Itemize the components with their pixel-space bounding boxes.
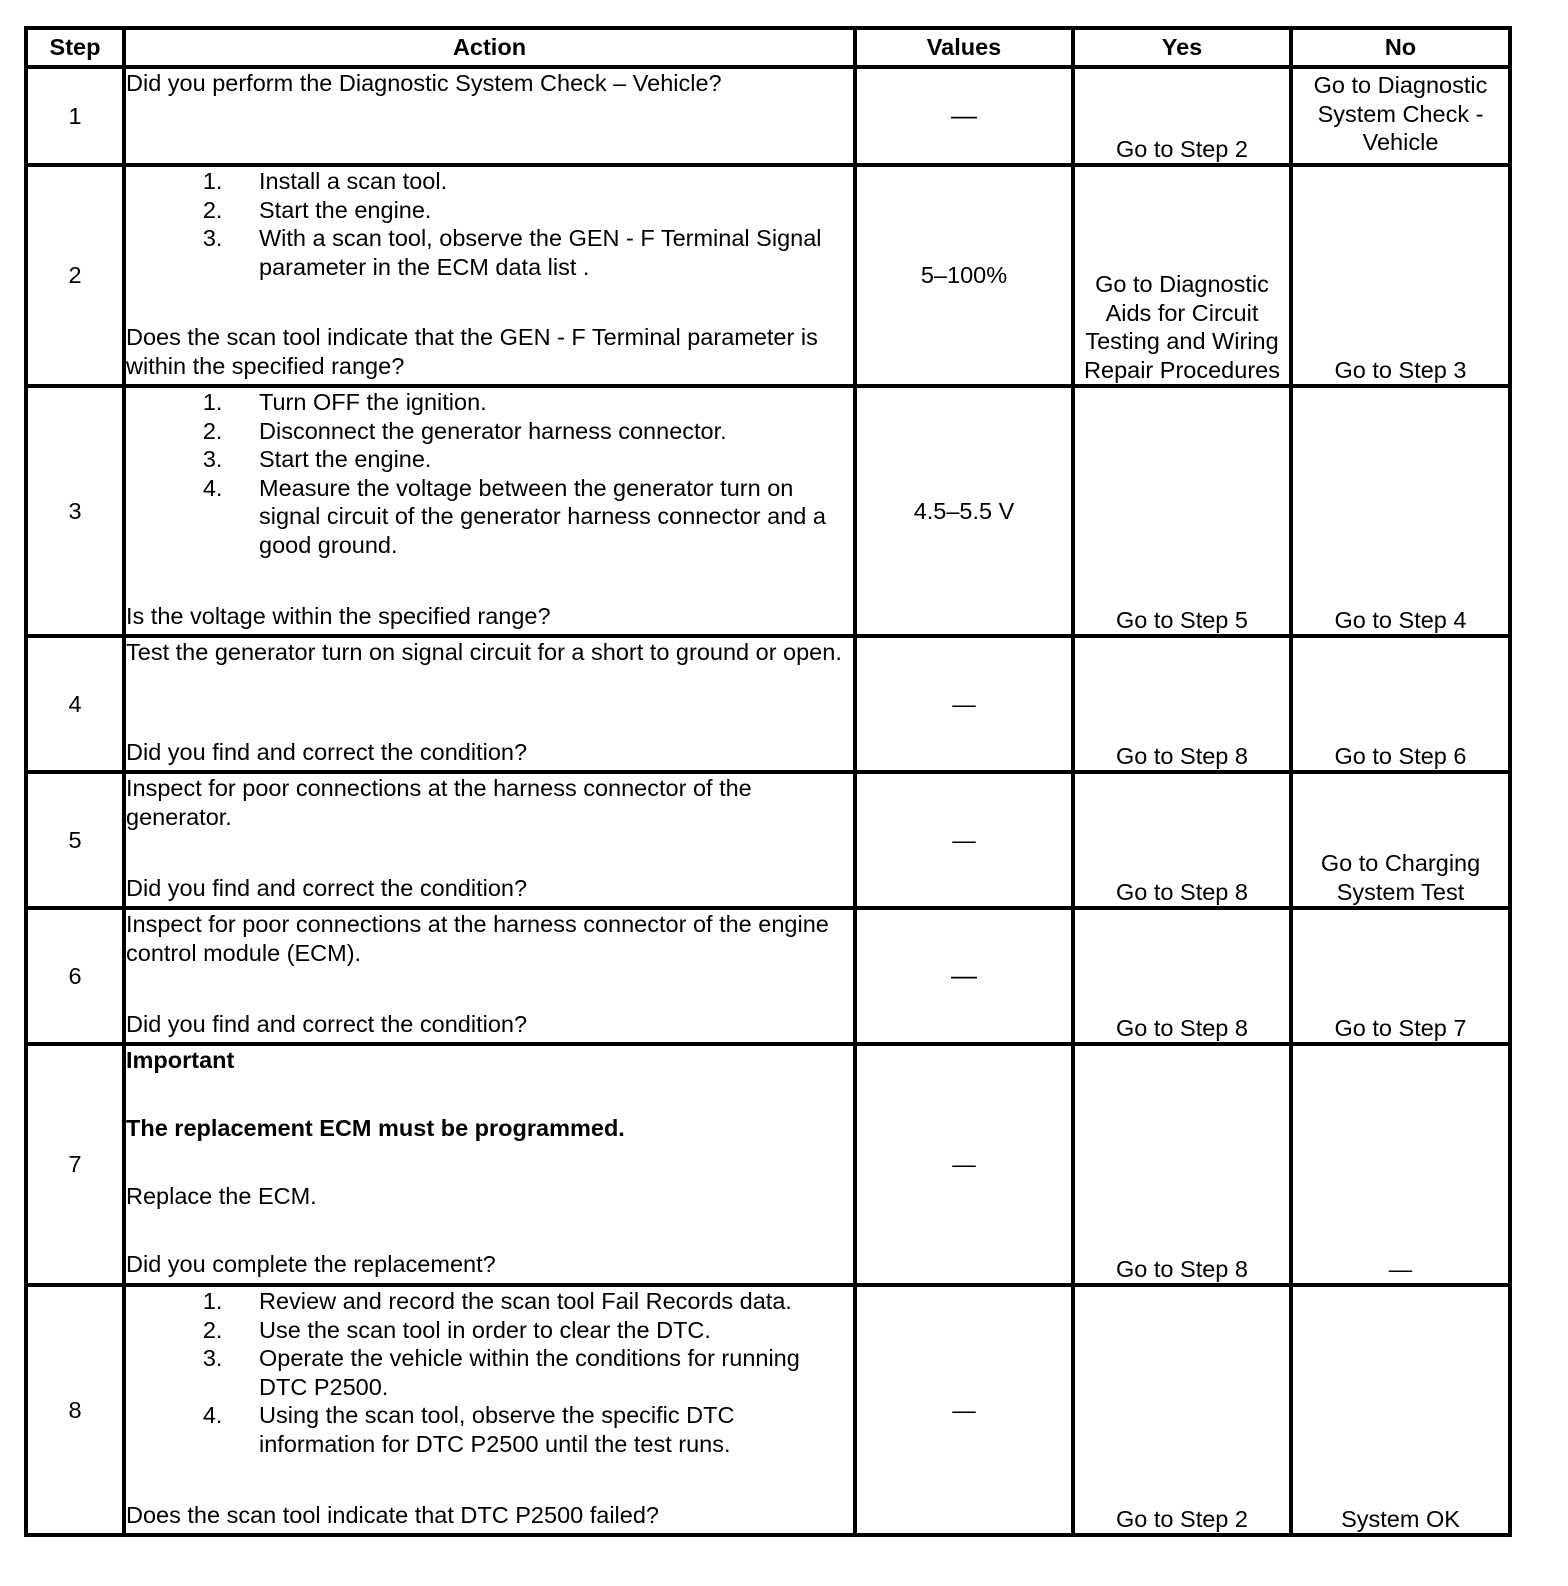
values-cell (855, 1044, 1073, 1285)
table-row-step-1 (26, 67, 1510, 165)
step-number: 5 (26, 772, 124, 908)
table-row-step-7 (26, 1044, 1510, 1285)
no-cell: Go to Step 6 (1291, 636, 1510, 772)
values-cell (855, 67, 1073, 165)
yes-cell: Go to Step 8 (1073, 772, 1291, 908)
yes-cell: Go to Step 2 (1073, 1285, 1291, 1535)
action-step-item: 1. Install a scan tool. (229, 167, 853, 196)
values-text: — (952, 1396, 976, 1423)
table-row-step-8 (26, 1285, 1510, 1535)
action-step-item: 3. Operate the vehicle within the conditions for running DTC P2500. (229, 1344, 853, 1401)
no-cell: Go to Step 4 (1291, 386, 1510, 636)
action-question: Did you find and correct the condition? (126, 874, 528, 901)
step-number: 3 (26, 386, 124, 636)
table-row-step-2 (26, 165, 1510, 386)
action-step-item: 3. With a scan tool, observe the GEN - F Terminal Signal parameter in the ECM data list . (229, 224, 853, 281)
important-text: The replacement ECM must be programmed. (126, 1115, 625, 1142)
action-steps-list (126, 1287, 853, 1458)
header-no: No (1291, 28, 1510, 67)
values-text: — (951, 960, 977, 991)
important-heading: Important (126, 1047, 235, 1073)
action-cell (124, 1044, 855, 1285)
step-number: 8 (26, 1285, 124, 1535)
header-yes: Yes (1073, 28, 1291, 67)
yes-cell: Go to Step 8 (1073, 636, 1291, 772)
action-step-item: 1. Turn OFF the ignition. (229, 388, 853, 417)
yes-cell: Go to Step 5 (1073, 386, 1291, 636)
values-cell (855, 908, 1073, 1044)
values-cell: 5–100% (855, 165, 1073, 386)
no-cell: Go to Step 7 (1291, 908, 1510, 1044)
action-step-item: 2. Start the engine. (229, 196, 853, 225)
step-number: 6 (26, 908, 124, 1044)
step-number: 7 (26, 1044, 124, 1285)
values-text: — (952, 826, 976, 853)
action-cell (124, 908, 855, 1044)
action-step-item: 4. Using the scan tool, observe the specific DTC information for DTC P2500 until the test runs. (229, 1401, 853, 1458)
yes-cell: Go to Diagnostic Aids for Circuit Testing and Wiring Repair Procedures (1073, 165, 1291, 386)
values-text: — (952, 690, 976, 717)
action-step-item: 3. Start the engine. (229, 445, 853, 474)
no-cell: System OK (1291, 1285, 1510, 1535)
header-row (26, 28, 1510, 67)
values-cell (855, 636, 1073, 772)
action-step-item: 1. Review and record the scan tool Fail Records data. (229, 1287, 853, 1316)
step-number: 1 (26, 67, 124, 165)
action-question: Did you find and correct the condition? (126, 1010, 528, 1037)
header-action: Action (124, 28, 855, 67)
action-text: Test the generator turn on signal circuit for a short to ground or open. (126, 639, 842, 665)
action-text: Inspect for poor connections at the harness connector of the engine control module (ECM). (126, 911, 829, 966)
action-question: Does the scan tool indicate that DTC P2500 failed? (126, 1501, 659, 1528)
table-row-step-5 (26, 772, 1510, 908)
table-row-step-6 (26, 908, 1510, 1044)
action-question: Did you find and correct the condition? (126, 738, 528, 765)
values-cell (855, 1285, 1073, 1535)
action-question: Did you perform the Diagnostic System Check – Vehicle? (126, 70, 722, 96)
action-text: Inspect for poor connections at the harness connector of the generator. (126, 775, 752, 830)
values-cell: 4.5–5.5 V (855, 386, 1073, 636)
header-values: Values (855, 28, 1073, 67)
action-question: Is the voltage within the specified range? (126, 602, 551, 629)
action-question: Did you complete the replacement? (126, 1251, 496, 1278)
values-cell (855, 772, 1073, 908)
action-cell (124, 67, 855, 165)
yes-cell: Go to Step 2 (1073, 67, 1291, 165)
values-text: — (951, 100, 977, 131)
values-text: — (952, 1151, 976, 1178)
action-cell (124, 165, 855, 386)
action-question: Does the scan tool indicate that the GEN - F Terminal parameter is within the specified range? (126, 324, 818, 379)
no-cell: — (1291, 1044, 1510, 1285)
yes-cell: Go to Step 8 (1073, 908, 1291, 1044)
action-steps-list (126, 388, 853, 559)
action-cell (124, 772, 855, 908)
diagnostic-table (24, 26, 1512, 1537)
table-row-step-4 (26, 636, 1510, 772)
action-step-item: 2. Use the scan tool in order to clear the DTC. (229, 1316, 853, 1345)
table-row-step-3 (26, 386, 1510, 636)
no-cell: Go to Charging System Test (1291, 772, 1510, 908)
action-cell (124, 636, 855, 772)
action-step-item: 2. Disconnect the generator harness connector. (229, 417, 853, 446)
action-text: Replace the ECM. (126, 1183, 317, 1210)
action-cell (124, 1285, 855, 1535)
step-number: 2 (26, 165, 124, 386)
step-number: 4 (26, 636, 124, 772)
header-step: Step (26, 28, 124, 67)
action-cell (124, 386, 855, 636)
action-steps-list (126, 167, 853, 281)
yes-cell: Go to Step 8 (1073, 1044, 1291, 1285)
no-cell: Go to Step 3 (1291, 165, 1510, 386)
no-cell: Go to Diagnostic System Check - Vehicle (1291, 67, 1510, 165)
action-step-item: 4. Measure the voltage between the generator turn on signal circuit of the generator harness connector and a good ground. (229, 474, 853, 560)
